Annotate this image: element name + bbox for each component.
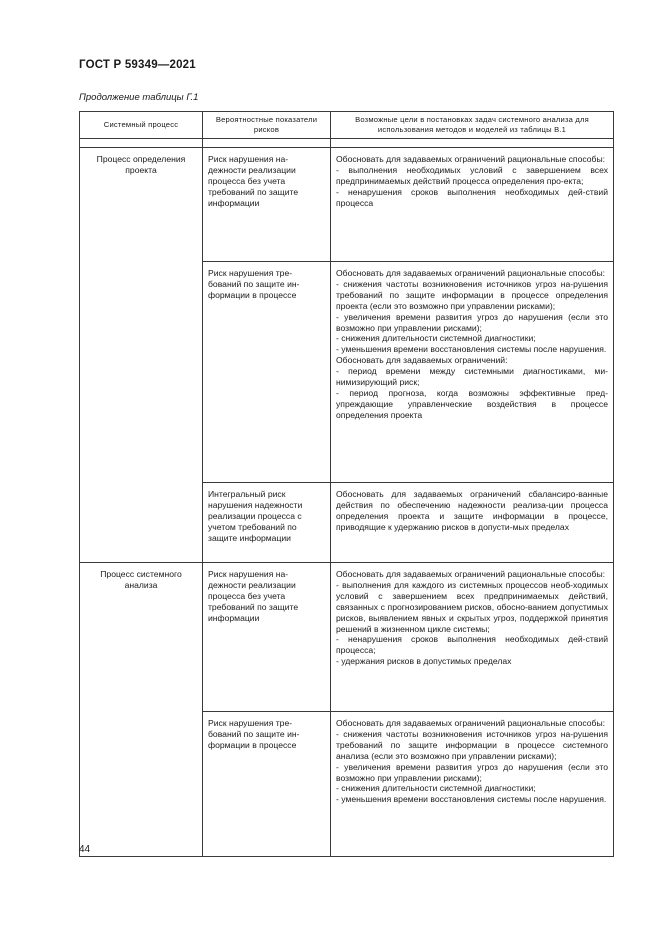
goal-line: - ненарушения сроков выполнения необходимых дей-ствий процесса;: [336, 634, 608, 656]
table-row: [80, 148, 614, 262]
goal-line: - уменьшения времени восстановления системы после нарушения.: [336, 794, 607, 805]
goal-line: - снижения частоты возникновения источников угроз на-рушения требований по защите информации в процессе системного анализа (если это возможно при управлении рисками);: [336, 728, 608, 761]
goal-line: - уменьшения времени восстановления системы после нарушения.: [336, 344, 607, 355]
goal-line: - снижения длительности системной диагностики;: [336, 333, 536, 344]
goals-cell: [331, 563, 614, 712]
risk-goals-table: [79, 111, 614, 857]
indicator-cell: Риск нарушения на-дежности реализации процесса без учета требований по защите информации: [203, 148, 331, 262]
goal-line: - выполнения необходимых условий с завершением всех предпринимаемых действий процесса определения про-екта;: [336, 164, 608, 186]
goals-cell: [331, 483, 614, 563]
process-cell: Процесс системного анализа: [80, 563, 203, 857]
process-cell: Процесс определения проекта: [80, 148, 203, 563]
goal-line: - снижения длительности системной диагностики;: [336, 783, 536, 794]
goals-cell: [331, 148, 614, 262]
goal-line: Обосновать для задаваемых ограничений сбалансиро-ванные действия по обеспечению надежности реализа-ции процесса определения проекта и защите информации в процессе, приводящие к удержанию рисков в допусти-мых пределах: [336, 489, 608, 532]
column-header-indicators: Вероятностные показатели рисков: [203, 112, 331, 139]
goal-line: - увеличения времени развития угроз до нарушения (если это возможно при управлении рисками);: [336, 761, 608, 783]
indicator-cell: Риск нарушения тре-бований по защите ин-формации в процессе: [203, 712, 331, 857]
goal-line: - период прогноза, когда возможны эффективные пред-упреждающие управленческие воздействия в процессе определения проекта: [336, 387, 608, 420]
goal-line: - период времени между системными диагностиками, ми-нимизирующий риск;: [336, 366, 608, 388]
column-header-process: Системный процесс: [80, 112, 203, 139]
goal-line: - увеличения времени развития угроз до нарушения (если это возможно при управлении рисками);: [336, 311, 608, 333]
header-spacer-row: [80, 139, 614, 148]
goal-line: Обосновать для задаваемых ограничений рациональные способы:: [336, 268, 606, 278]
goal-line: Обосновать для задаваемых ограничений рациональные способы:: [336, 718, 606, 728]
column-header-goals: Возможные цели в постановках задач системного анализа для использования методов и моделей из таблицы В.1: [331, 112, 614, 139]
goal-line: - выполнения для каждого из системных процессов необ-ходимых условий с завершением всех предпринимаемых действий, связанных с прогнозированием рисков, обосно-ванием допустимых рисков, выявлением явных и скрытых угроз, поддержкой принятия решений в жизненном цикле системы;: [336, 579, 608, 634]
goal-line: - ненарушения сроков выполнения необходимых дей-ствий процесса: [336, 186, 608, 208]
goals-cell: [331, 712, 614, 857]
standard-code: ГОСТ Р 59349—2021: [79, 59, 196, 71]
goal-line: Обосновать для задаваемых ограничений рациональные способы:: [336, 569, 606, 579]
goal-line: - удержания рисков в допустимых пределах: [336, 656, 512, 667]
table-caption: Продолжение таблицы Г.1: [79, 92, 199, 103]
table-header-row: [80, 112, 614, 139]
indicator-cell: Интегральный риск нарушения надежности реализации процесса с учетом требований по защите информации: [203, 483, 331, 563]
goal-line: Обосновать для задаваемых ограничений рациональные способы:: [336, 154, 606, 164]
goal-line: Обосновать для задаваемых ограничений:: [336, 355, 508, 366]
goal-line: - снижения частоты возникновения источников угроз на-рушения требований по защите информации в процессе определения проекта (если это возможно при управлении рисками);: [336, 278, 608, 311]
indicator-cell: Риск нарушения тре-бований по защите ин-формации в процессе: [203, 262, 331, 483]
indicator-cell: Риск нарушения на-дежности реализации процесса без учета требований по защите информации: [203, 563, 331, 712]
table-row: [80, 563, 614, 712]
page-number: 44: [79, 844, 91, 855]
goals-cell: [331, 262, 614, 483]
